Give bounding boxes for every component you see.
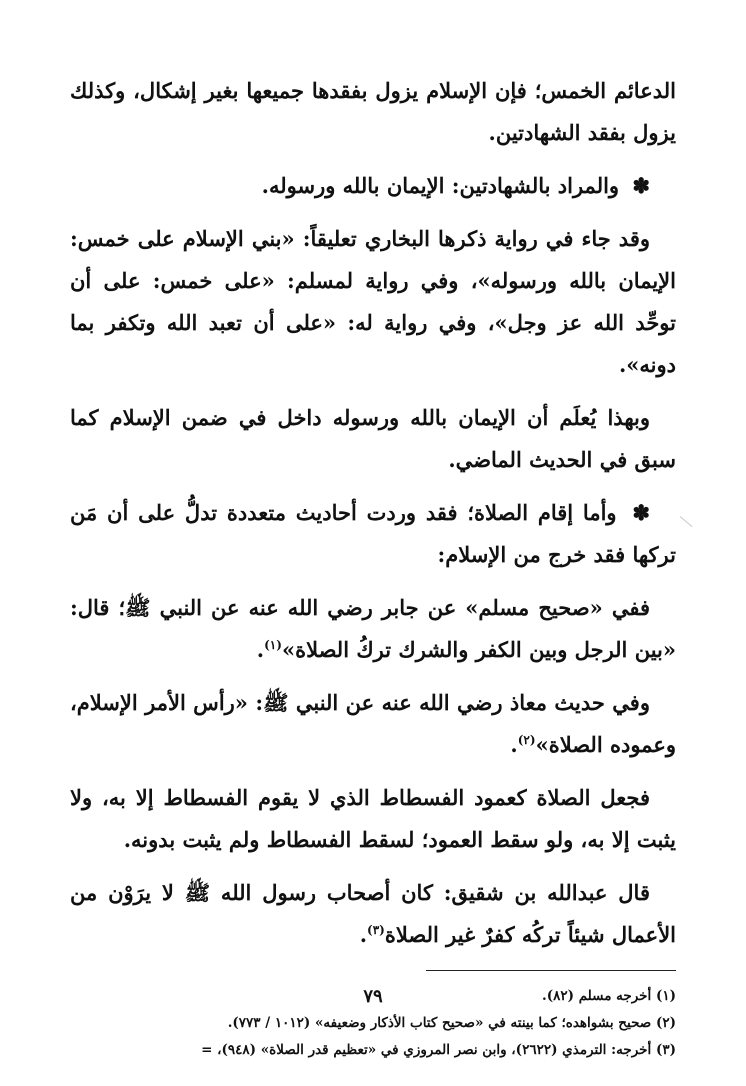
footnote-reference: (٢) <box>517 733 536 747</box>
paragraph-sahih-muslim-hadith <box>70 587 676 671</box>
asterism-icon: ✽ <box>632 500 650 525</box>
paragraph-intro <box>70 70 676 154</box>
scan-artifact-mark <box>680 516 693 527</box>
paragraph-end-mark: . <box>510 732 518 757</box>
page-number: ٧٩ <box>363 986 383 1007</box>
paragraph-text: والمراد بالشهادتين: الإيمان بالله ورسوله. <box>261 173 620 198</box>
paragraph-iman-conclusion <box>70 397 676 481</box>
footnote-reference: (٣) <box>367 923 385 937</box>
paragraph-bukhari-riwaya <box>70 218 676 386</box>
paragraph-text: وفي حديث معاذ رضي الله عنه عن النبي ﷺ: «رأس الأمر الإسلام، وعموده الصلاة» <box>70 690 676 757</box>
paragraph-abdullah-shaqiq <box>70 872 676 956</box>
paragraph-text: ففي «صحيح مسلم» عن جابر رضي الله عنه عن النبي ﷺ؛ قال: «بين الرجل وبين الكفر والشرك تركُ الصلاة» <box>70 595 676 662</box>
asterism-icon: ✽ <box>632 173 650 198</box>
footnote-reference: (١) <box>264 638 282 652</box>
paragraph-fustat-analogy <box>70 777 676 861</box>
footnote-1: (١) أخرجه مسلم (٨٢). <box>542 988 676 1004</box>
paragraph-text: وبهذا يُعلَم أن الإيمان بالله ورسوله داخل في ضمن الإسلام كما سبق في الحديث الماضي. <box>70 405 676 472</box>
paragraph-shahadatayn <box>70 165 676 207</box>
paragraph-text: فجعل الصلاة كعمود الفسطاط الذي لا يقوم الفسطاط إلا به، ولا يثبت إلا به، ولو سقط العمود؛ لسقط الفسطاط ولم يثبت بدونه. <box>70 785 676 852</box>
footnote-separator <box>426 970 676 971</box>
paragraph-end-mark: . <box>359 922 368 947</box>
paragraph-iqam-salah <box>70 492 676 576</box>
footnote-2: (٢) صحيح بشواهده؛ كما بينته في «صحيح كتاب الأذكار وضعيفه» (١٠١٢ / ٧٧٣). <box>227 1015 676 1031</box>
paragraph-end-mark: . <box>256 637 265 662</box>
paragraph-text: وأما إقام الصلاة؛ فقد وردت أحاديث متعددة تدلُّ على أن مَن تركها فقد خرج من الإسلام: <box>70 500 676 567</box>
paragraph-text: الدعائم الخمس؛ فإن الإسلام يزول بفقدها جميعها بغير إشكال، وكذلك يزول بفقد الشهادتين. <box>70 78 676 145</box>
page-body <box>70 70 676 1064</box>
footnote-3: (٣) أخرجه: الترمذي (٢٦٢٢)، وابن نصر المروزي في «تعظيم قدر الصلاة» (٩٤٨)، = <box>201 1042 676 1058</box>
paragraph-muadh-hadith <box>70 682 676 766</box>
paragraph-text: قال عبدالله بن شقيق: كان أصحاب رسول الله ﷺ لا يرَوْن من الأعمال شيئاً تركُه كفرٌ غير الصلاة <box>70 880 676 947</box>
paragraph-text: وقد جاء في رواية ذكرها البخاري تعليقاً: «بني الإسلام على خمس: الإيمان بالله ورسوله»، وفي رواية لمسلم: «على خمس: على أن توحِّد الله عز وجل»، وفي رواية له: «على أن تعبد الله وتكفر بما دونه». <box>70 226 676 377</box>
